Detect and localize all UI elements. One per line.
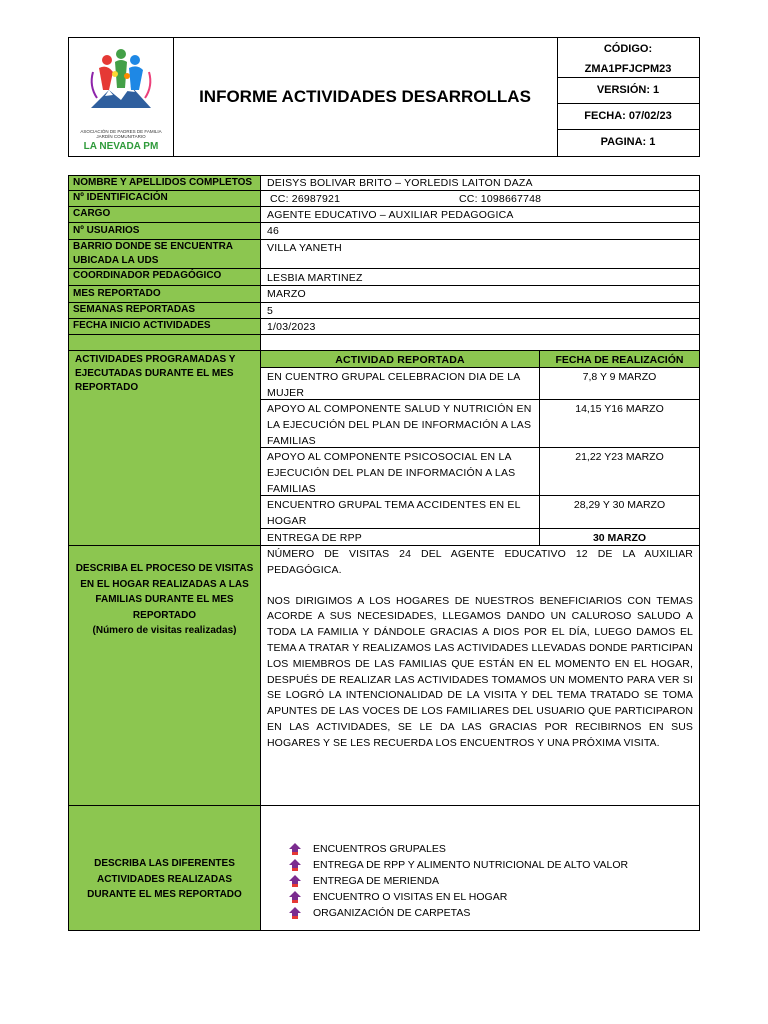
usuarios-value: 46	[267, 225, 280, 237]
mes-value: MARZO	[267, 288, 306, 300]
arrow-bullet-icon	[289, 843, 301, 855]
usuarios-label: Nº USUARIOS	[69, 223, 261, 239]
activities-header-row	[261, 351, 699, 368]
mes-row	[69, 286, 699, 303]
report-table	[68, 175, 700, 931]
semanas-label: SEMANAS REPORTADAS	[69, 303, 261, 318]
date-cell: 21,22 Y23 MARZO	[575, 451, 664, 463]
semanas-row	[69, 303, 699, 319]
logo-subtitle: ASOCIACIÓN DE PADRES DE FAMILIA JARDÍN COMUNITARIO	[80, 129, 162, 139]
document-date: FECHA: 07/02/23	[557, 104, 699, 130]
visits-count: NÚMERO DE VISITAS 24 DEL AGENTE EDUCATIVO 12 DE LA AUXILIAR PEDAGÓGICA.	[267, 548, 693, 576]
list-item: ENTREGA DE RPP Y ALIMENTO NUTRICIONAL DE ALTO VALOR	[289, 857, 699, 873]
activity-row	[261, 400, 699, 448]
coordinador-row	[69, 269, 699, 286]
activity-row	[261, 496, 699, 529]
document-meta	[557, 38, 699, 156]
barrio-value: VILLA YANETH	[267, 242, 342, 254]
cargo-label: CARGO	[69, 207, 261, 222]
fecha-row	[69, 319, 699, 335]
id-value	[261, 191, 699, 206]
id-value-1: CC: 26987921	[270, 193, 341, 205]
list-item: ENTREGA DE MERIENDA	[289, 873, 699, 889]
id-row	[69, 191, 699, 207]
document-version: VERSIÓN: 1	[557, 78, 699, 104]
id-value-2: CC: 1098667748	[459, 193, 542, 205]
document-page: PAGINA: 1	[600, 136, 656, 148]
organization-logo	[69, 38, 174, 156]
activity-cell: ENTREGA DE RPP	[261, 529, 540, 545]
arrow-bullet-icon	[289, 907, 301, 919]
semanas-value: 5	[267, 305, 274, 317]
arrow-bullet-icon	[289, 891, 301, 903]
document-code: CÓDIGO: ZMA1PFJCPM23	[557, 38, 699, 78]
name-value: DEISYS BOLIVAR BRITO – YORLEDIS LAITON DAZA	[267, 177, 533, 189]
activity-row	[261, 448, 699, 496]
name-row	[69, 176, 699, 191]
coordinador-value: LESBIA MARTINEZ	[267, 272, 363, 284]
arrow-bullet-icon	[289, 859, 301, 871]
id-label: Nº IDENTIFICACIÓN	[69, 191, 261, 206]
arrow-bullet-icon	[289, 875, 301, 887]
date-column-header: FECHA DE REALIZACIÓN	[555, 354, 684, 366]
visits-label-cell	[69, 546, 261, 806]
list-item: ENCUENTRO O VISITAS EN EL HOGAR	[289, 889, 699, 905]
barrio-label: BARRIO DONDE SE ENCUENTRA UBICADA LA UDS	[69, 240, 261, 268]
date-cell: 28,29 Y 30 MARZO	[573, 499, 666, 511]
visits-description: NOS DIRIGIMOS A LOS HOGARES DE NUESTROS BENEFICIARIOS CON TEMAS ACORDE A SUS NECESIDADES, LLEGAMOS DANDO UN CALUROSO SALUDO A TODA LA FAMILIA Y DÁNDOLE GRACIAS A DIOS POR EL DÍA, LUEGO DAMOS EL TEMA A TRATAR Y REALIZAMOS LAS ACTIVIDADES LLEVADAS DONDE PARTICIPAN LOS MIEMBROS DE LAS FAMILIAS QUE ESTÁN EN EL MOMENTO EN EL HOGAR, DESPUÉS DE REALIZAR LAS ACTIVIDADES TOMAMOS UN MOMENTO PARA VER SI SE LOGRÓ LA INTENCIONALIDAD DE LA VISITA Y DEL TEMA TRATADO SE TOMA APUNTES DE LAS VOCES DE LOS FAMILIARES DEL USUARIO QUE PARTICIPARON EN LAS ACTIVIDADES, SE LE DA LAS GRACIAS POR RECIBIRNOS EN SUS HOGARES Y SE LES RECUERDA LOS ENCUENTROS Y UNA PRÓXIMA VISITA.	[267, 594, 693, 749]
barrio-row	[69, 240, 699, 269]
other-activities-label: DESCRIBA LAS DIFERENTES ACTIVIDADES REALIZADAS DURANTE EL MES REPORTADO	[69, 806, 261, 930]
name-label: NOMBRE Y APELLIDOS COMPLETOS	[69, 176, 261, 190]
document-title: INFORME ACTIVIDADES DESARROLLAS	[173, 38, 558, 156]
logo-name: LA NEVADA PM	[83, 141, 159, 152]
list-item: ENCUENTROS GRUPALES	[289, 841, 699, 857]
other-activities-list	[261, 806, 699, 930]
visits-label: DESCRIBA EL PROCESO DE VISITAS EN EL HOGAR REALIZADAS A LAS FAMILIAS DURANTE EL MES REPORTADO	[75, 563, 254, 621]
usuarios-row	[69, 223, 699, 240]
spacer-row	[69, 335, 699, 351]
fecha-label: FECHA INICIO ACTIVIDADES	[69, 319, 261, 334]
list-item: ORGANIZACIÓN DE CARPETAS	[289, 905, 699, 921]
coordinador-label: COORDINADOR PEDAGÓGICO	[69, 269, 261, 285]
cargo-value: AGENTE EDUCATIVO – AUXILIAR PEDAGOGICA	[267, 209, 514, 221]
activity-cell: APOYO AL COMPONENTE PSICOSOCIAL EN LA EJECUCIÓN DEL PLAN DE INFORMACIÓN A LAS FAMILIAS	[261, 448, 540, 495]
date-cell: 30 MARZO	[592, 532, 647, 544]
activity-column-header: ACTIVIDAD REPORTADA	[261, 351, 540, 367]
activities-label: ACTIVIDADES PROGRAMADAS Y EJECUTADAS DURANTE EL MES REPORTADO	[69, 351, 261, 546]
fecha-value: 1/03/2023	[267, 321, 316, 333]
activity-cell: EN CUENTRO GRUPAL CELEBRACION DIA DE LA MUJER	[261, 368, 540, 399]
visits-sublabel: (Número de visitas realizadas)	[92, 625, 237, 636]
document-header	[68, 37, 700, 157]
cargo-row	[69, 207, 699, 223]
activity-row	[261, 529, 699, 546]
activity-row	[261, 368, 699, 400]
activity-cell: APOYO AL COMPONENTE SALUD Y NUTRICIÓN EN LA EJECUCIÓN DEL PLAN DE INFORMACIÓN A LAS FAMILIAS	[261, 400, 540, 447]
spacer-label	[69, 335, 261, 350]
date-cell: 7,8 Y 9 MARZO	[582, 371, 657, 383]
activity-cell: ENCUENTRO GRUPAL TEMA ACCIDENTES EN EL HOGAR	[261, 496, 540, 528]
visits-content	[261, 546, 699, 806]
date-cell: 14,15 Y16 MARZO	[575, 403, 664, 415]
mes-label: MES REPORTADO	[69, 286, 261, 302]
